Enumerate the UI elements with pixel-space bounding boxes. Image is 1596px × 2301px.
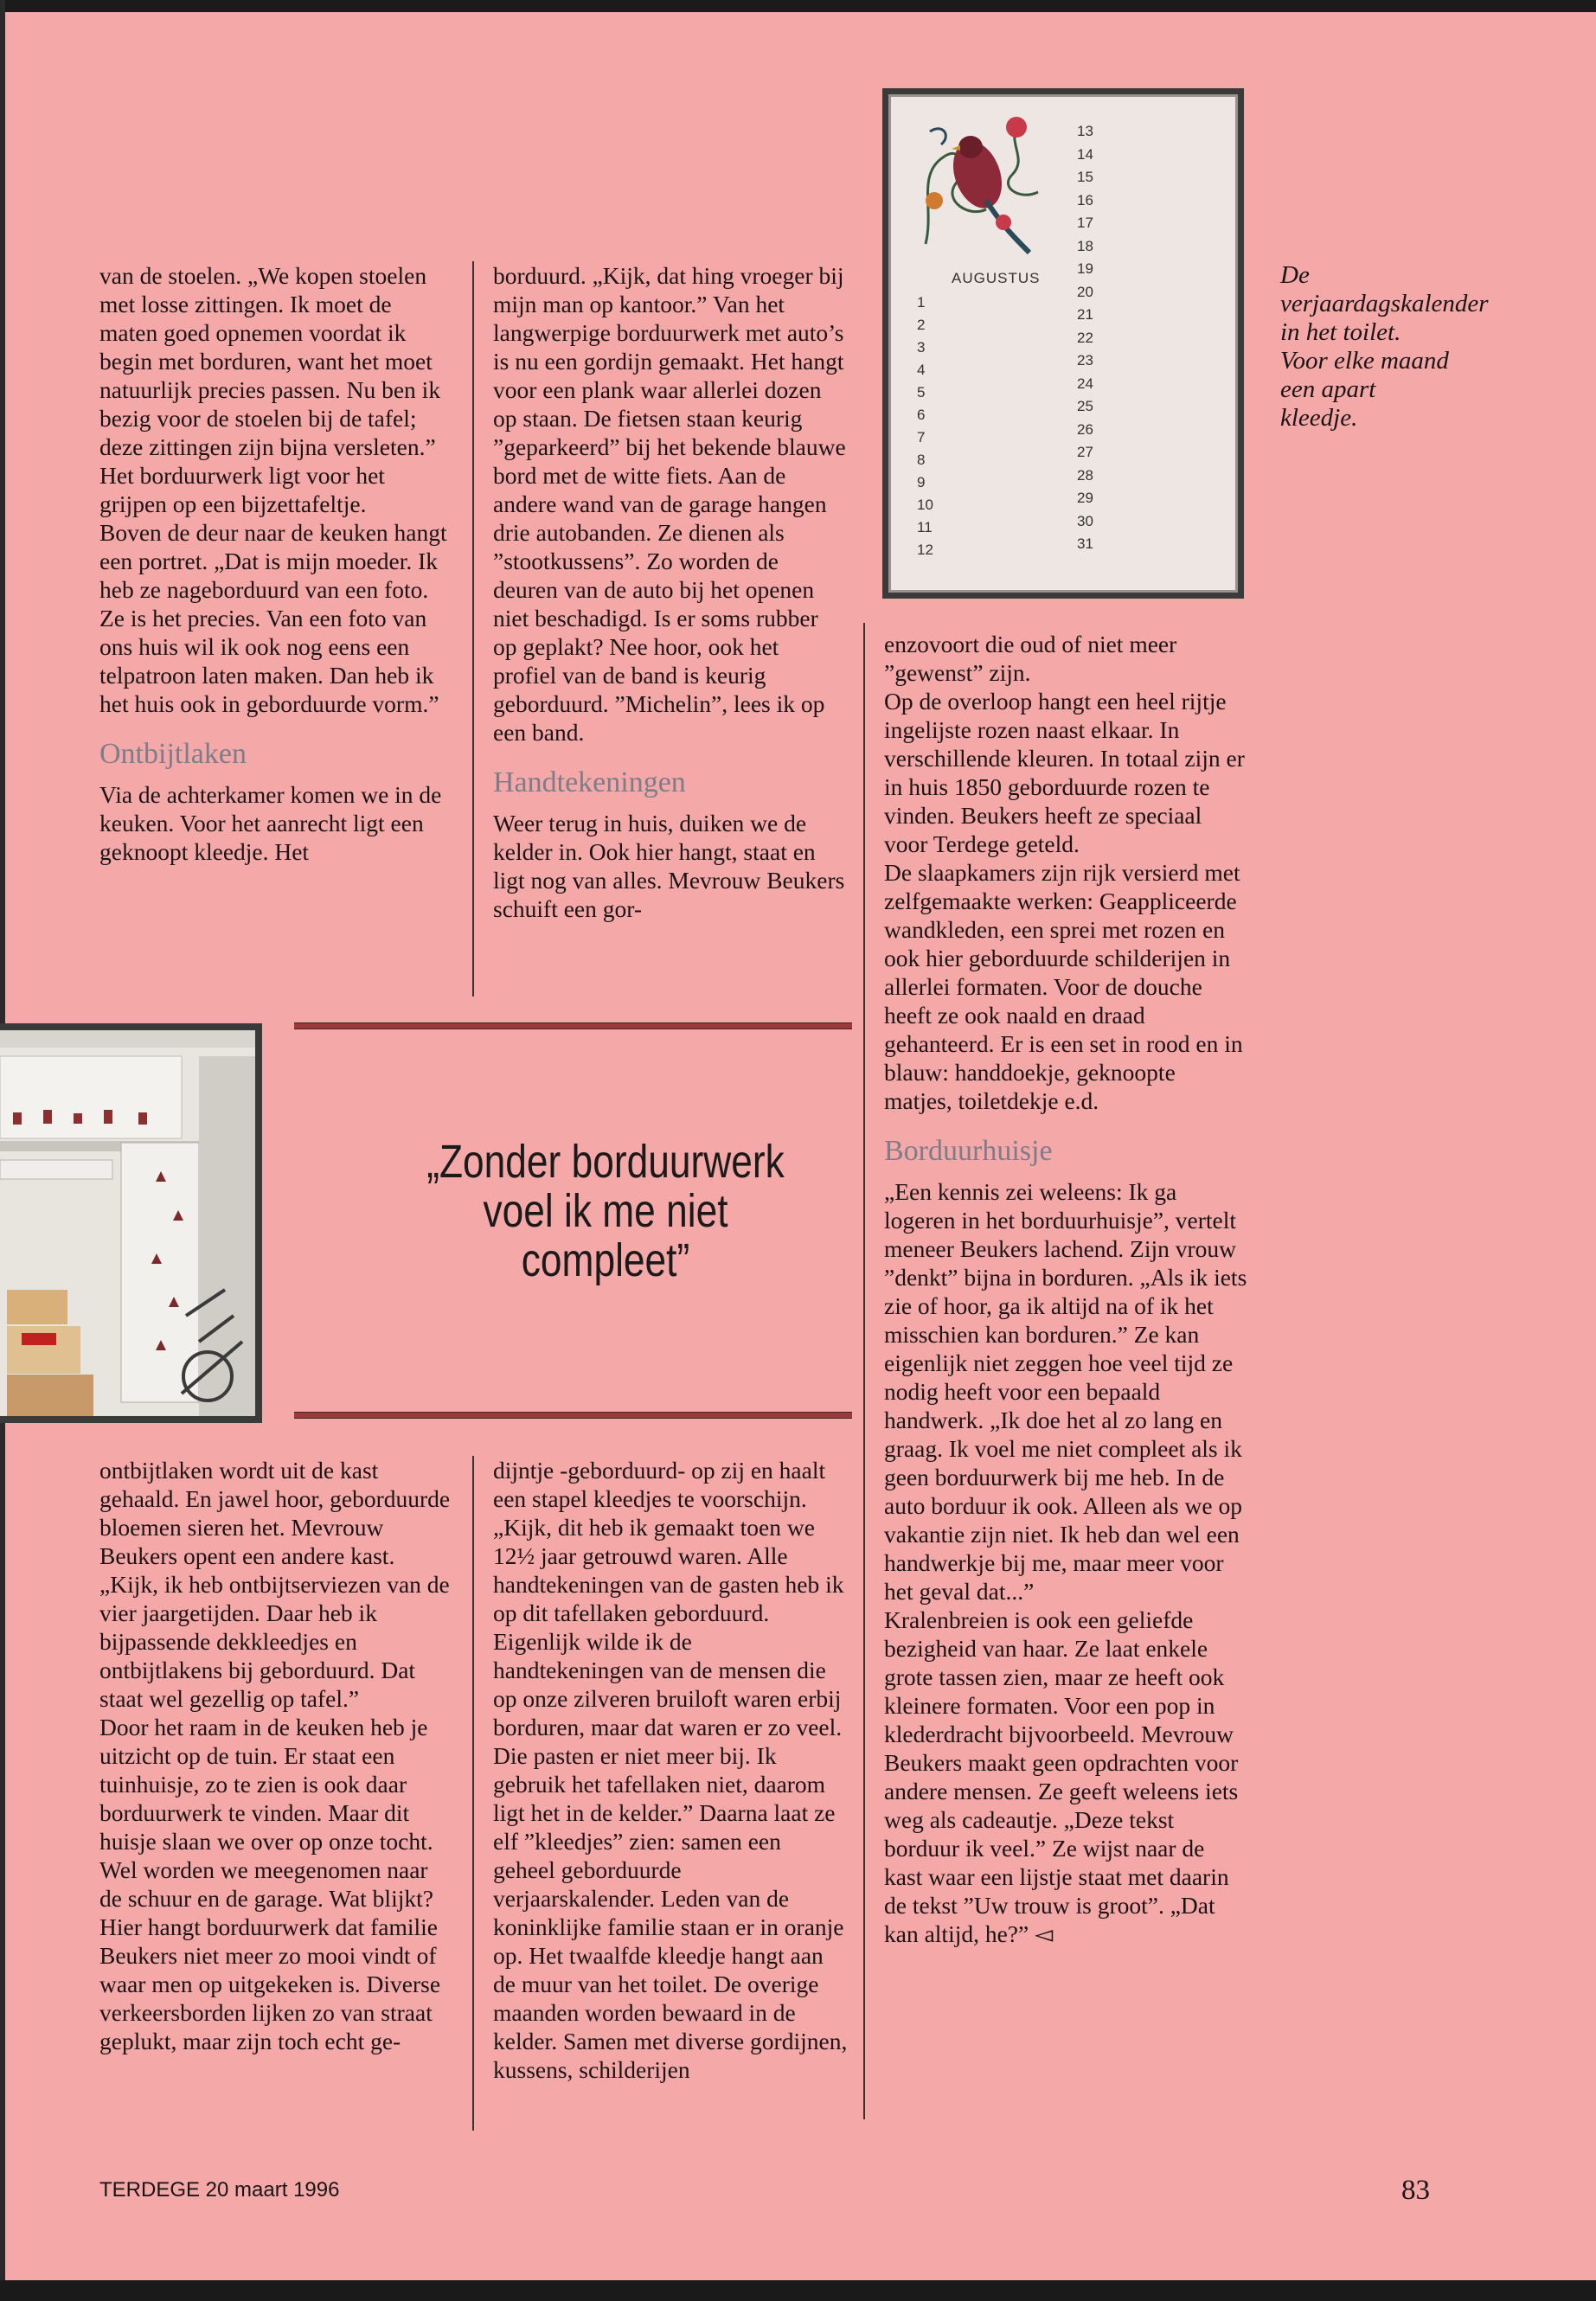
calendar-day: 18 bbox=[1077, 237, 1093, 254]
section-heading-handtekeningen: Handtekeningen bbox=[493, 766, 686, 798]
calendar-day: 4 bbox=[917, 362, 926, 378]
calendar-day: 2 bbox=[917, 317, 926, 333]
column-divider bbox=[472, 261, 474, 997]
calendar-day: 17 bbox=[1077, 215, 1093, 231]
pull-quote: „Zonder borduurwerk voel ik me niet compleet” bbox=[426, 1136, 785, 1286]
calendar-day: 26 bbox=[1077, 420, 1093, 438]
calendar-day: 30 bbox=[1077, 512, 1093, 529]
calendar-day: 22 bbox=[1077, 329, 1093, 346]
kitchen-image bbox=[0, 1030, 255, 1416]
calendar-day: 31 bbox=[1077, 535, 1093, 552]
calendar-day: 10 bbox=[917, 497, 933, 513]
embroidered-bird-image bbox=[917, 106, 1047, 261]
column-divider bbox=[863, 623, 865, 2119]
page-border-bottom bbox=[0, 2280, 1596, 2301]
column-3 bbox=[884, 630, 1247, 2152]
calendar-day: 20 bbox=[1077, 283, 1093, 300]
footer-publication: TERDEGE 20 maart 1996 bbox=[99, 2178, 340, 2202]
calendar-day: 8 bbox=[917, 452, 926, 468]
paragraph: enzovoort die oud of niet meer ”gewenst” zijn. bbox=[884, 631, 1177, 686]
pullquote-rule-bottom bbox=[294, 1412, 852, 1419]
calendar-day: 6 bbox=[917, 407, 926, 423]
column-divider bbox=[472, 1456, 474, 2131]
column-2-bottom bbox=[493, 1456, 848, 2139]
paragraph: dijntje -geborduurd- op zij en haalt een stapel kleedjes te voorschijn. „Kijk, dit heb ik gemaakt toen we 12½ jaar getrouwd waren. Alle handtekeningen van de gasten heb ik op dit tafellaken geborduurd. Eigenlijk wilde ik de handtekeningen van de mensen die op onze zilveren bruiloft waren erbij borduren, maar dat waren er zo veel. Die pasten er niet meer bij. Ik gebruik het tafellaken niet, daarom ligt het in de kelder.” Daarna laat ze elf ”kleedjes” zien: samen een geheel geborduurde verjaarskalender. Leden van de koninklijke familie staan er in oranje op. Het twaalfde kleedje hangt aan de muur van het toilet. De overige maanden worden bewaard in de kelder. Samen met diverse gordijnen, kussens, schilderijen bbox=[493, 1457, 848, 2083]
calendar-day: 5 bbox=[917, 384, 926, 401]
page-border-top bbox=[0, 0, 1596, 12]
calendar-day: 24 bbox=[1077, 375, 1093, 392]
calendar-photo bbox=[882, 88, 1244, 599]
paragraph: Weer terug in huis, duiken we de kelder in. Ook hier hangt, staat en ligt nog van alles. Mevrouw Beukers schuift een gor- bbox=[493, 810, 845, 922]
calendar-day: 15 bbox=[1077, 169, 1093, 185]
paragraph: Kralenbreien is ook een geliefde bezigheid van haar. Ze laat enkele grote tassen zien, maar ze heeft ook kleinere formaten. Voor een pop in klederdracht bijvoorbeeld. Mevrouw Beukers maakt geen opdrachten voor andere mensen. Ze geeft weleens iets weg als cadeautje. „Deze tekst borduur ik veel.” Ze wijst naar de kast waar een lijstje staat met daarin de tekst ”Uw trouw is groot”. „Dat kan altijd, he?” ◅ bbox=[884, 1606, 1239, 1947]
paragraph: „Een kennis zei weleens: Ik ga logeren in het borduurhuisje”, vertelt meneer Beukers lachend. Zijn vrouw ”denkt” bijna in borduren. „Als ik iets zie of hoor, ga ik altijd na of ik het misschien kan borduren.” Ze kan eigenlijk niet zeggen hoe veel tijd ze nodig heeft voor een bepaald handwerk. „Ik doe het al zo lang en graag. Ik voel me niet compleet als ik geen borduurwerk bij me heb. In de auto borduur ik ook. Alleen als we op vakantie zijn niet. Ik heb dan wel een handwerkje bij me, maar meer voor het geval dat...” bbox=[884, 1178, 1247, 1605]
page-number: 83 bbox=[1401, 2175, 1430, 2206]
calendar-day: 9 bbox=[917, 474, 926, 490]
paragraph: Boven de deur naar de keuken hangt een portret. „Dat is mijn moeder. Ik heb ze nageborduurd van een foto. Ze is het precies. Van een foto van ons huis wil ik ook nog eens een telpatroon laten maken. Dan heb ik het huis ook in geborduurde vorm.” bbox=[99, 519, 447, 717]
calendar-day: 23 bbox=[1077, 352, 1093, 369]
calendar-day: 28 bbox=[1077, 466, 1093, 484]
paragraph: ontbijtlaken wordt uit de kast gehaald. En jawel hoor, geborduurde bloemen sieren het. Mevrouw Beukers opent een andere kast. „Kijk, ik heb ontbijtserviezen van de vier jaargetijden. Daar heb ik bijpassende dekkleedjes en ontbijtlakens bij geborduurd. Dat staat wel gezellig op tafel.” bbox=[99, 1457, 451, 1712]
calendar-day: 16 bbox=[1077, 191, 1093, 208]
calendar-day: 19 bbox=[1077, 260, 1093, 277]
calendar-day: 3 bbox=[917, 339, 926, 356]
calendar-day: 7 bbox=[917, 429, 926, 445]
calendar-month: AUGUSTUS bbox=[952, 270, 1041, 286]
calendar-day: 11 bbox=[917, 519, 933, 535]
calendar-day: 12 bbox=[917, 542, 933, 558]
paragraph: borduurd. „Kijk, dat hing vroeger bij mijn man op kantoor.” Van het langwerpige borduurwerk met auto’s is nu een gordijn gemaakt. Het hangt voor een plank waar allerlei dozen op staan. De fietsen staan keurig ”geparkeerd” bij het bekende blauwe bord met de witte fiets. Aan de andere wand van de garage hangen drie autobanden. Ze dienen als ”stootkussens”. Zo worden de deuren van de auto bij het openen niet beschadigd. Is er soms rubber op geplakt? Nee hoor, ook het profiel van de band is keurig geborduurd. ”Michelin”, lees ik op een band. bbox=[493, 262, 846, 746]
column-1-top bbox=[99, 261, 454, 1005]
section-heading-borduurhuisje: Borduurhuisje bbox=[884, 1135, 1053, 1167]
paragraph: Door het raam in de keuken heb je uitzicht op de tuin. Er staat een tuinhuisje, zo te zien is ook daar borduurwerk te vinden. Maar dit huisje slaan we over op onze tocht. Wel worden we meegenomen naar de schuur en de garage. Wat blijkt? Hier hangt borduurwerk dat familie Beukers niet meer zo mooi vindt of waar men op uitgekeken is. Diverse verkeersborden lijken zo van straat geplukt, maar zijn toch echt ge- bbox=[99, 1714, 441, 2054]
pullquote-rule-top bbox=[294, 1022, 852, 1029]
calendar-day: 1 bbox=[917, 294, 926, 311]
section-heading-ontbijtlaken: Ontbijtlaken bbox=[99, 738, 247, 770]
calendar-day: 14 bbox=[1077, 145, 1093, 163]
paragraph: Via de achterkamer komen we in de keuken. Voor het aanrecht ligt een geknoopt kleedje. Het bbox=[99, 781, 442, 865]
paragraph: De slaapkamers zijn rijk versierd met zelfgemaakte werken: Geappliceerde wandkleden, een sprei met rozen en ook hier geborduurde schilderijen in allerlei formaten. Voor de douche heeft ze ook naald en draad gehanteerd. Er is een set in rood en in blauw: handdoekje, geknoopte matjes, toiletdekje e.d. bbox=[884, 859, 1243, 1114]
photo-caption: De verjaardagskalender in het toilet. Voor elke maand een apart kleedje. bbox=[1280, 261, 1489, 432]
paragraph: van de stoelen. „We kopen stoelen met losse zittingen. Ik moet de maten goed opnemen voordat ik begin met borduren, want het moet natuurlijk precies passen. Nu ben ik bezig voor de stoelen bij de tafel; deze zittingen zijn bijna versleten.” Het borduurwerk ligt voor het grijpen op een bijzettafeltje. bbox=[99, 262, 441, 517]
calendar-day: 29 bbox=[1077, 490, 1093, 506]
column-1-bottom bbox=[99, 1456, 454, 2139]
paragraph: Op de overloop hangt een heel rijtje ingelijste rozen naast elkaar. In verschillende kleuren. In totaal zijn er in huis 1850 geborduurde rozen te vinden. Beukers heeft ze speciaal voor Terdege geteld. bbox=[884, 688, 1245, 857]
calendar-day: 21 bbox=[1077, 306, 1093, 323]
kitchen-photo bbox=[0, 1023, 262, 1423]
column-2-top bbox=[493, 261, 848, 1005]
calendar-day: 25 bbox=[1077, 398, 1093, 414]
calendar-day: 27 bbox=[1077, 444, 1093, 460]
calendar-day: 13 bbox=[1077, 123, 1093, 139]
